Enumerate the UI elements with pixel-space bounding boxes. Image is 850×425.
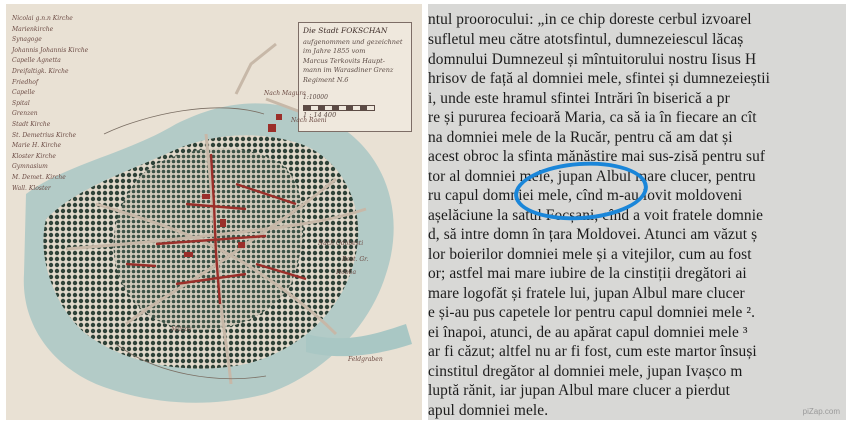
map-label: Milcov — [171, 326, 192, 333]
legend-item: Dreifaltigk. Kirche — [12, 67, 69, 75]
cartouche-line: Regiment N.6 — [303, 75, 349, 84]
text-line: apul domniei mele. — [428, 402, 549, 419]
map-label: Rest. Gr. — [342, 256, 369, 263]
text-line: d, să intre domn în țara Moldovei. Atunci am văzut ș — [428, 226, 758, 243]
text-line: ntul proorocului: „in ce chip doreste cerbul izvoarel — [428, 11, 752, 28]
text-line: ar fi căzut; altfel nu ar fi fost, cum este martor însuși — [428, 343, 757, 360]
legend-item: Kloster Kirche — [12, 152, 56, 160]
text-line: cinstitul dregător al domniei mele, jupan Ivașco m — [428, 363, 743, 380]
text-line: sufletul meu către atotsfintul, dumnezeiescul lăcaș — [428, 31, 744, 48]
text-line: mare logofăt și fratele lui, jupan Albul mare clucer — [428, 285, 745, 302]
historical-map — [6, 4, 422, 420]
text-line: e și-au pus capetele lor pentru capul domniei mele ². — [428, 304, 756, 321]
cartouche-line: im Jahre 1855 vom — [303, 47, 366, 55]
text-line: hrisov de față al domniei mele, sfintei și dumnezeieștii — [428, 70, 770, 87]
legend-item: Grenzen — [12, 110, 38, 118]
legend-item: Spital — [12, 99, 30, 107]
legend-item: Marie H. Kirche — [12, 142, 62, 150]
watermark: piZap.com — [802, 407, 840, 416]
text-line: or; astfel mai mare iubire de la cinstiții dregători ai — [428, 265, 747, 282]
scale-text: 1:10000 — [303, 94, 328, 101]
legend-item: Stadt Kirche — [12, 120, 51, 128]
legend-item: St. Demetrius Kirche — [12, 131, 77, 139]
legend-item: M. Demet. Kirche — [12, 173, 66, 181]
map-label: Nach Raeni — [291, 117, 327, 124]
text-line: luptă rănit, iar jupan Albul mare clucer a pierdut — [428, 382, 731, 399]
map-title-cartouche — [298, 22, 412, 132]
cartouche-line: aufgenommen und gezeichnet — [303, 37, 403, 46]
scale-label: 1 : 14 400 — [303, 110, 337, 119]
legend-item: Gymnasium — [12, 163, 48, 171]
text-line: tor al domniei mele, jupan Albul mare clucer, pentru — [428, 168, 756, 185]
legend-item: Wall. Kloster — [12, 184, 51, 192]
cartouche-line: Marcus Terkovits Haupt- — [303, 56, 385, 65]
legend-item: Capelle — [12, 89, 35, 97]
text-line: domnului Dumnezeul și mîntuitorului nostru Iisus H — [428, 51, 757, 68]
text-line: acest obroc la sfinta mănăstire mai sus-zisă pentru suf — [428, 148, 766, 165]
legend-item: Capelle Agnetta — [12, 57, 61, 65]
legend-item: Friedhof — [12, 78, 39, 86]
cartouche-line: mann im Warasdiner Grenz — [303, 66, 394, 74]
text-line: i, unde este hramul sfintei Intrări în biserică a pr — [428, 90, 730, 107]
text-line: ru capul domniei mele, cînd m-au lovit moldoveni — [428, 187, 743, 204]
map-label: Nach Magura — [264, 90, 306, 97]
text-line: re și pururea fecioară Maria, ca să ia în fiecare an cît — [428, 109, 757, 126]
map-label: Nach Odobesti — [318, 240, 364, 247]
legend-item: Synagoge — [12, 36, 42, 44]
legend-item: Johannis Johannis Kirche — [12, 46, 89, 54]
text-line: lor boierilor domniei mele și a vitejilor, cum au fost — [428, 246, 752, 263]
map-title: Die Stadt FOKSCHAN — [303, 26, 388, 35]
text-line: așelăciune la satul Focșani, cînd a voit fratele domnie — [428, 207, 764, 224]
scanned-text-page — [428, 4, 846, 420]
map-legend — [12, 14, 102, 194]
text-line: na domniei mele de la Rucăr, pentru că am dat și — [428, 129, 733, 146]
map-label: Hobba — [336, 269, 357, 276]
legend-item: Nicolai g.n.n Kirche — [12, 15, 73, 22]
text-line: ei înapoi, atunci, de au apărat capul domniei mele ³ — [428, 324, 748, 341]
legend-item: Marienkirche — [12, 25, 54, 33]
map-label: Feldgraben — [348, 356, 383, 363]
